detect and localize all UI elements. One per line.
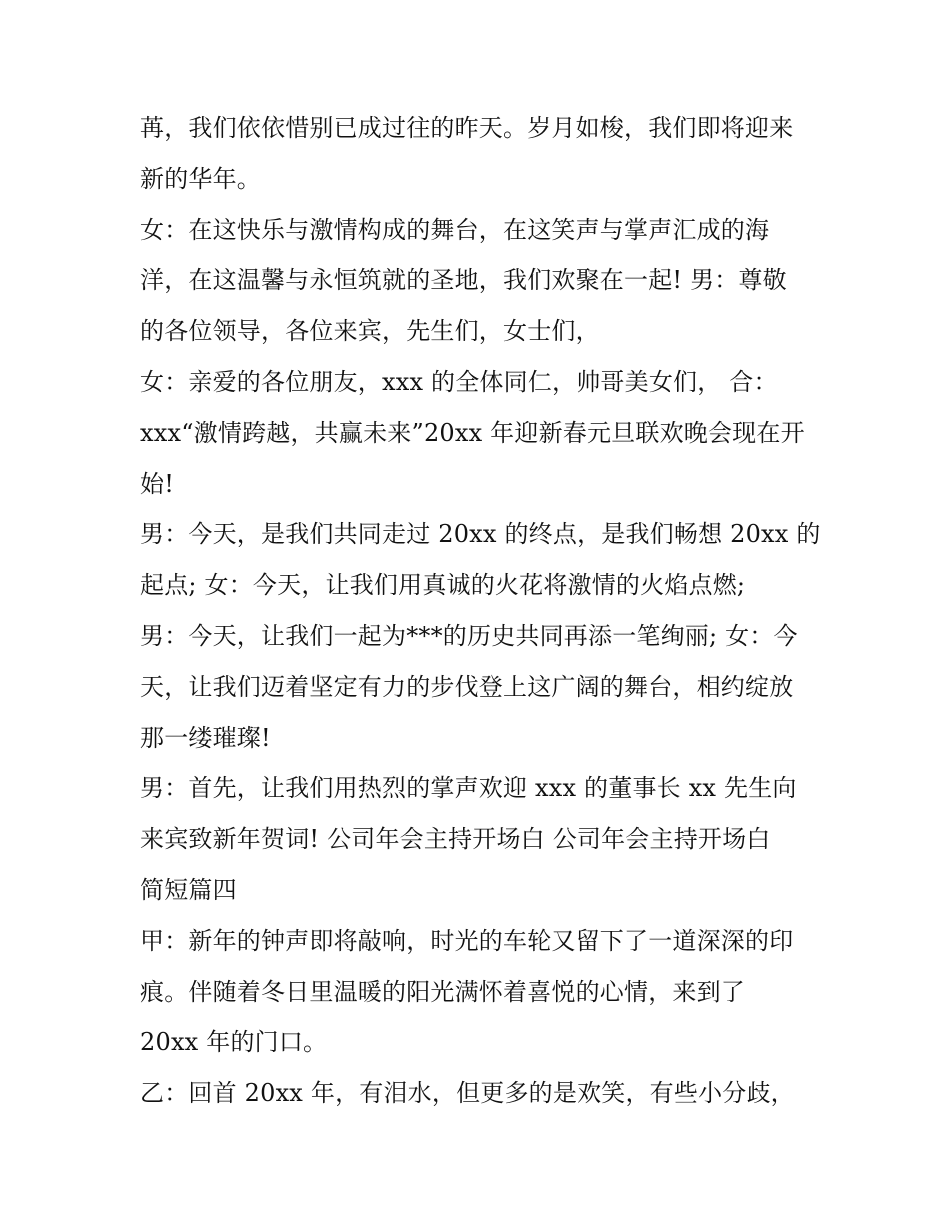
document-body [140, 103, 820, 1119]
text-line: 甲：新年的钟声即将敲响，时光的车轮又留下了一道深深的印 [140, 926, 794, 955]
text-line: 那一缕璀璨! [140, 723, 271, 752]
text-line: 女：在这快乐与激情构成的舞台，在这笑声与掌声汇成的海 [140, 215, 770, 244]
text-line: 20xx 年的门口。 [140, 1028, 328, 1057]
text-line: xxx“激情跨越，共赢未来”20xx 年迎新春元旦联欢晚会现在开 [140, 418, 805, 447]
text-line: 的各位领导，各位来宾，先生们，女士们， [140, 317, 600, 346]
text-line: 天，让我们迈着坚定有力的步伐登上这广阔的舞台，相约绽放 [140, 672, 794, 701]
text-line: 男：首先，让我们用热烈的掌声欢迎 xxx 的董事长 xx 先生向 [140, 774, 797, 803]
text-line: 乙：回首 20xx 年，有泪水，但更多的是欢笑，有些小分歧， [140, 1079, 795, 1108]
text-line: 起点; 女：今天，让我们用真诚的火花将激情的火焰点燃; [140, 571, 746, 600]
text-line: 苒，我们依依惜别已成过往的昨天。岁月如梭，我们即将迎来 [140, 114, 794, 142]
text-line: 洋，在这温馨与永恒筑就的圣地，我们欢聚在一起! 男：尊敬 [140, 266, 787, 295]
text-line: 女：亲爱的各位朋友，xxx 的全体同仁，帅哥美女们， 合： [140, 367, 778, 396]
text-line: 新的华年。 [140, 164, 261, 193]
text-line: 来宾致新年贺词! 公司年会主持开场白 公司年会主持开场白 [140, 825, 771, 854]
text-line: 痕。伴随着冬日里温暖的阳光满怀着喜悦的心情，来到了 [140, 977, 745, 1006]
text-line: 男：今天，让我们一起为***的历史共同再添一笔绚丽; 女：今 [140, 621, 798, 650]
text-line: 男：今天，是我们共同走过 20xx 的终点，是我们畅想 20xx 的 [140, 520, 821, 549]
text-line: 简短篇四 [140, 875, 237, 904]
text-line: 始! [140, 469, 175, 498]
